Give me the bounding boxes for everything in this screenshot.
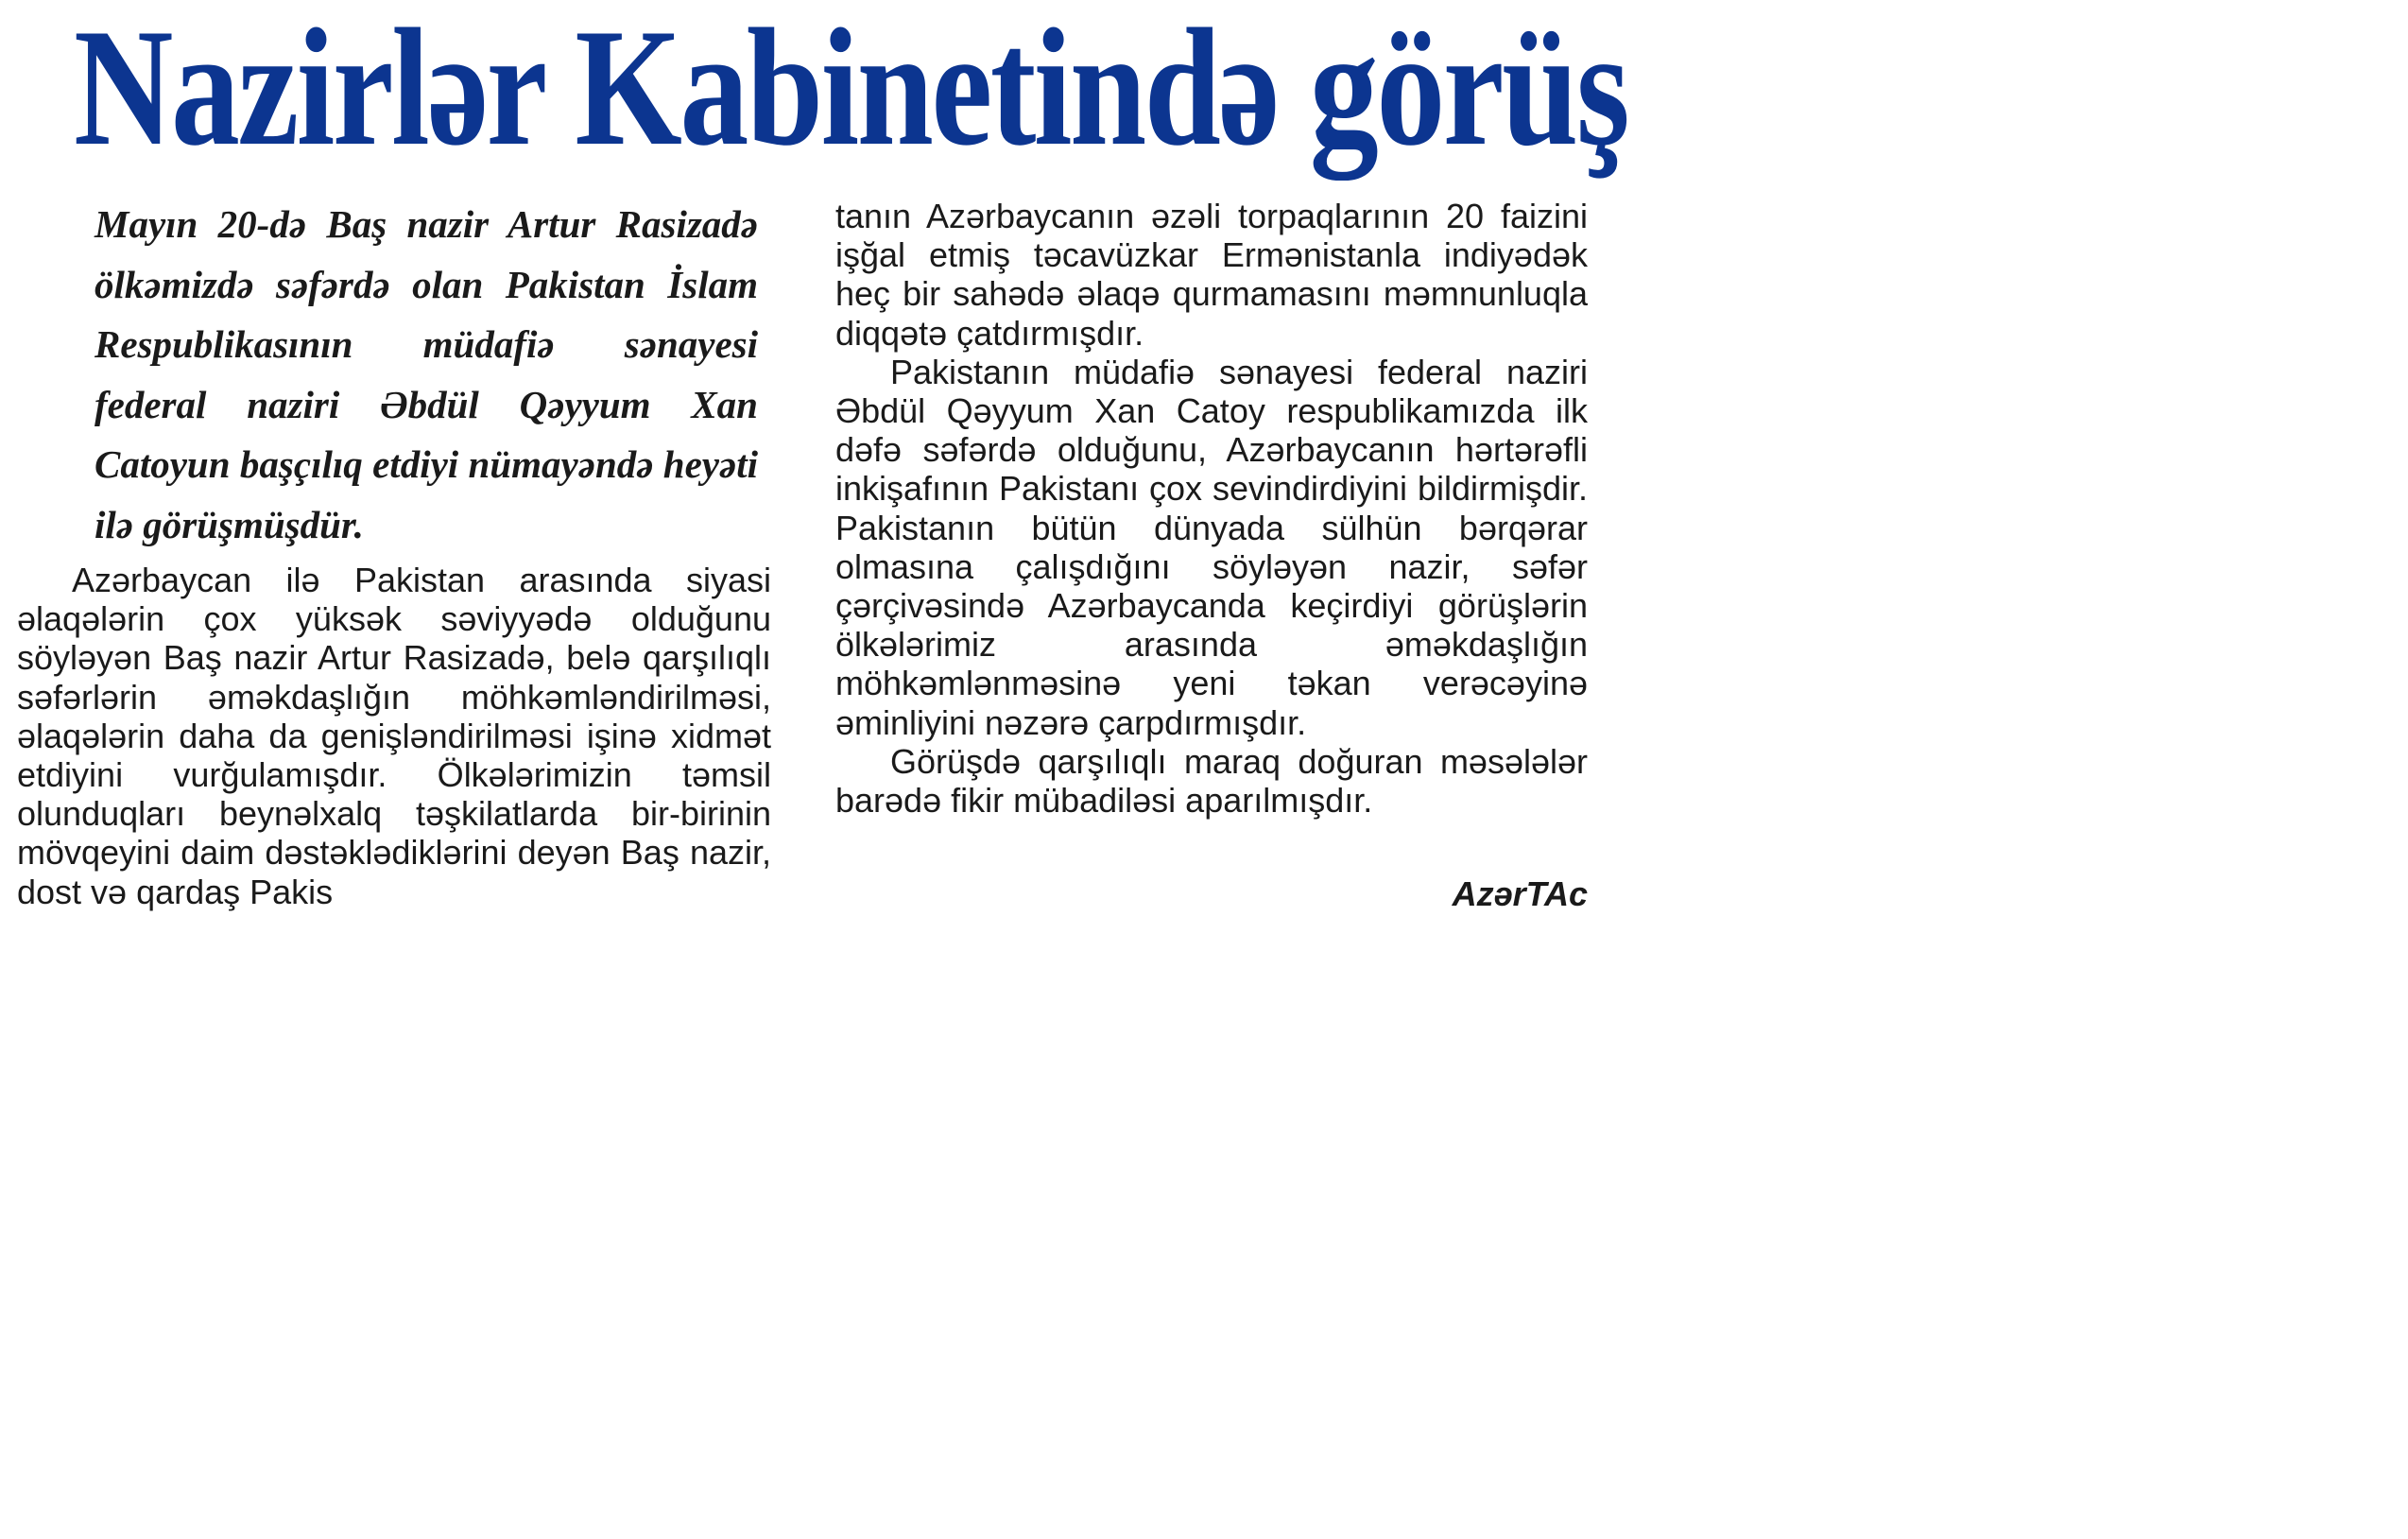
article-lead: Mayın 20-də Baş nazir Artur Rasizadə ölkəmizdə səfərdə olan Pakistan İslam Respublikasının müdafiə sənayesi federal naziri Əbdül Qəyyum Xan Catoyun başçılıq etdiyi nümayəndə heyəti ilə görüşmüşdür. [95, 202, 758, 546]
article-paragraph: Azərbaycan ilə Pakistan arasında siyasi əlaqələrin çox yüksək səviyyədə olduğunu söyləyən Baş nazir Artur Rasizadə, belə qarşılıqlı səfərlərin əməkdaşlığın möhkəmləndirilməsi, əlaqələrin daha da genişləndirilməsi işinə xidmət etdiyini vurğulamışdır. Ölkələrimizin təmsil olunduqları beynəlxalq təşkilatlarda bir-birinin mövqeyini daim dəstəklədiklərini deyən Baş nazir, dost və qardaş Pakis [17, 561, 771, 911]
article-paragraph: Pakistanın müdafiə sənayesi federal naziri Əbdül Qəyyum Xan Catoy respublikamızda ilk dəfə səfərdə olduğunu, Azərbaycanın hərtərəfli inkişafının Pakistanı çox sevindirdiyini bildirmişdir. Pakistanın bütün dünyada sülhün bərqərar olmasına çalışdığını söyləyən nazir, səfər çərçivəsində Azərbaycanda keçirdiyi görüşlərin ölkələrimiz arasında əməkdaşlığın möhkəmlənməsinə yeni təkan verəcəyinə əminliyini nəzərə çarpdırmışdır. [835, 352, 1588, 742]
article-paragraph: tanın Azərbaycanın əzəli torpaqlarının 20 faizini işğal etmiş təcavüzkar Ermənistanla indiyədək heç bir sahədə əlaqə qurmamasını məmnunluqla diqqətə çatdırmışdır. [835, 197, 1588, 353]
article-source: AzərTAc [1452, 874, 1588, 913]
article-headline: Nazirlər Kabinetində görüş [74, 0, 1628, 181]
article-column-right [835, 197, 1588, 820]
article-column-left [17, 195, 771, 911]
article-paragraph: Görüşdə qarşılıqlı maraq doğuran məsələlər barədə fikir mübadiləsi aparılmışdır. [835, 741, 1588, 821]
